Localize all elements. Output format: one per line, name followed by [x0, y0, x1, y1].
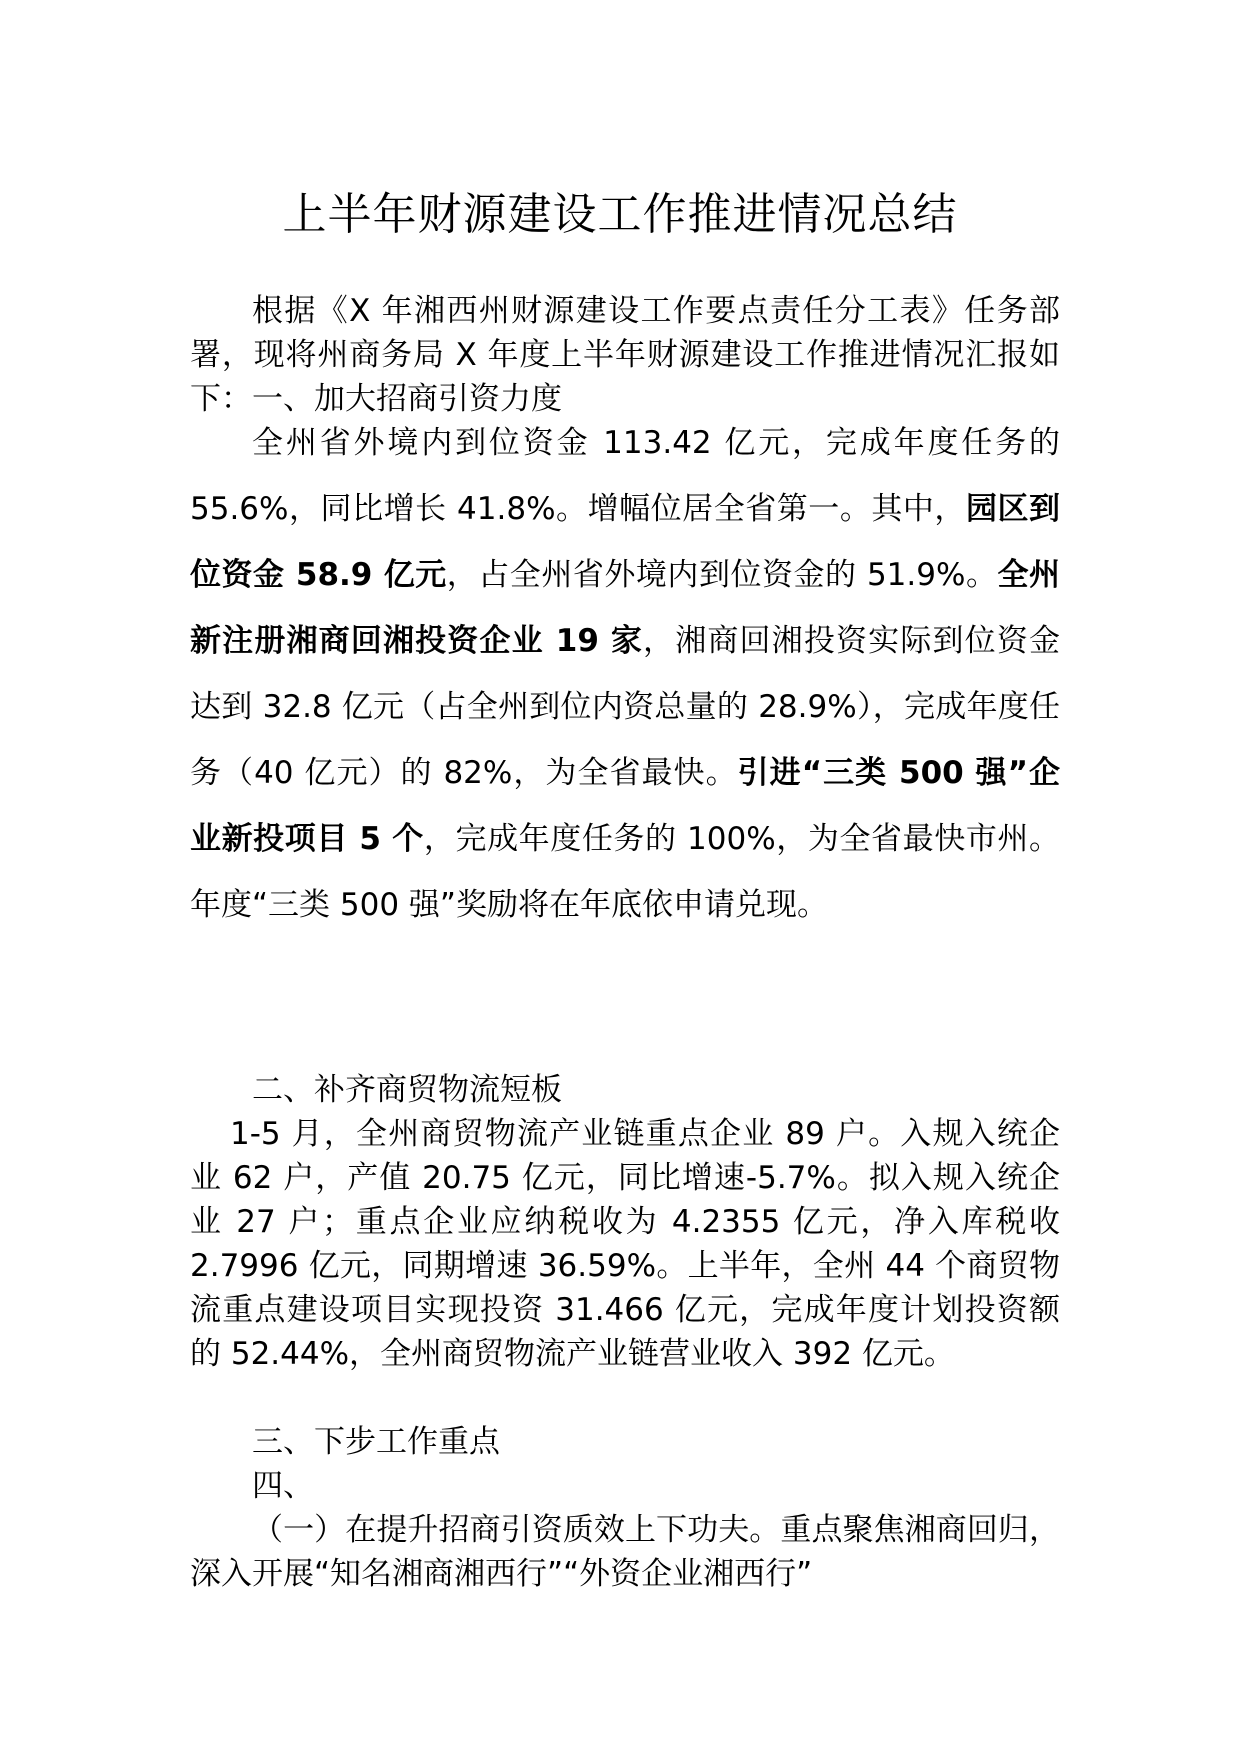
section-2-heading: 二、补齐商贸物流短板: [252, 1072, 562, 1108]
section-1-text-a: 全州省外境内到位资金 113.42 亿元，完成年度任务的 55.6%，同比增长 41.8%。增幅位居全省第一。其中，: [190, 425, 1060, 527]
section-1-text-c: ，占全州省外境内到位资金的 51.9%。: [446, 557, 998, 593]
document-title: 上半年财源建设工作推进情况总结: [282, 189, 958, 241]
intro-paragraph: 根据《X 年湘西州财源建设工作要点责任分工表》任务部署，现将州商务局 X 年度上半年财源建设工作推进情况汇报如下：: [190, 293, 1060, 417]
section-1-text-e: ，完成年度任务的 100%，为全省最快市州。年度“三类 500 强”奖励将在年底依申请兑现。: [190, 821, 1061, 923]
section-1-emphasis-park-funds: 园区到位资金 58.9 亿元: [190, 491, 1061, 593]
section-4-heading: 四、: [252, 1468, 314, 1504]
section-3-heading: 三、下步工作重点: [252, 1424, 500, 1460]
section-1-emphasis-new-enterprises: 全州新注册湘商回湘投资企业 19 家: [190, 557, 1060, 659]
section-1-emphasis-top500-projects: 引进“三类 500 强”企业新投项目 5 个: [190, 755, 1061, 857]
section-1-heading: 一、加大招商引资力度: [252, 381, 562, 417]
section-3-paragraph: （一）在提升招商引资质效上下功夫。重点聚焦湘商回归，深入开展“知名湘商湘西行”“外资企业湘西行”: [190, 1512, 1060, 1592]
section-1-text-d: ，湘商回湘投资实际到位资金达到 32.8 亿元（占全州到位内资总量的 28.9%），完成年度任务（40 亿元）的 82%，为全省最快。: [190, 623, 1060, 791]
section-1-paragraph: [190, 410, 1060, 938]
section-2-paragraph: 1-5 月，全州商贸物流产业链重点企业 89 户。入规入统企业 62 户，产值 20.75 亿元，同比增速-5.7%。拟入规入统企业 27 户；重点企业应纳税收为 4.2355 亿元，净入库税收 2.7996 亿元，同期增速 36.59%。上半年，全州 44 个商贸物流重点建设项目实现投资 31.466 亿元，完成年度计划投资额的 52.44%，全州商贸物流产业链营业收入 392 亿元。: [190, 1116, 1060, 1372]
